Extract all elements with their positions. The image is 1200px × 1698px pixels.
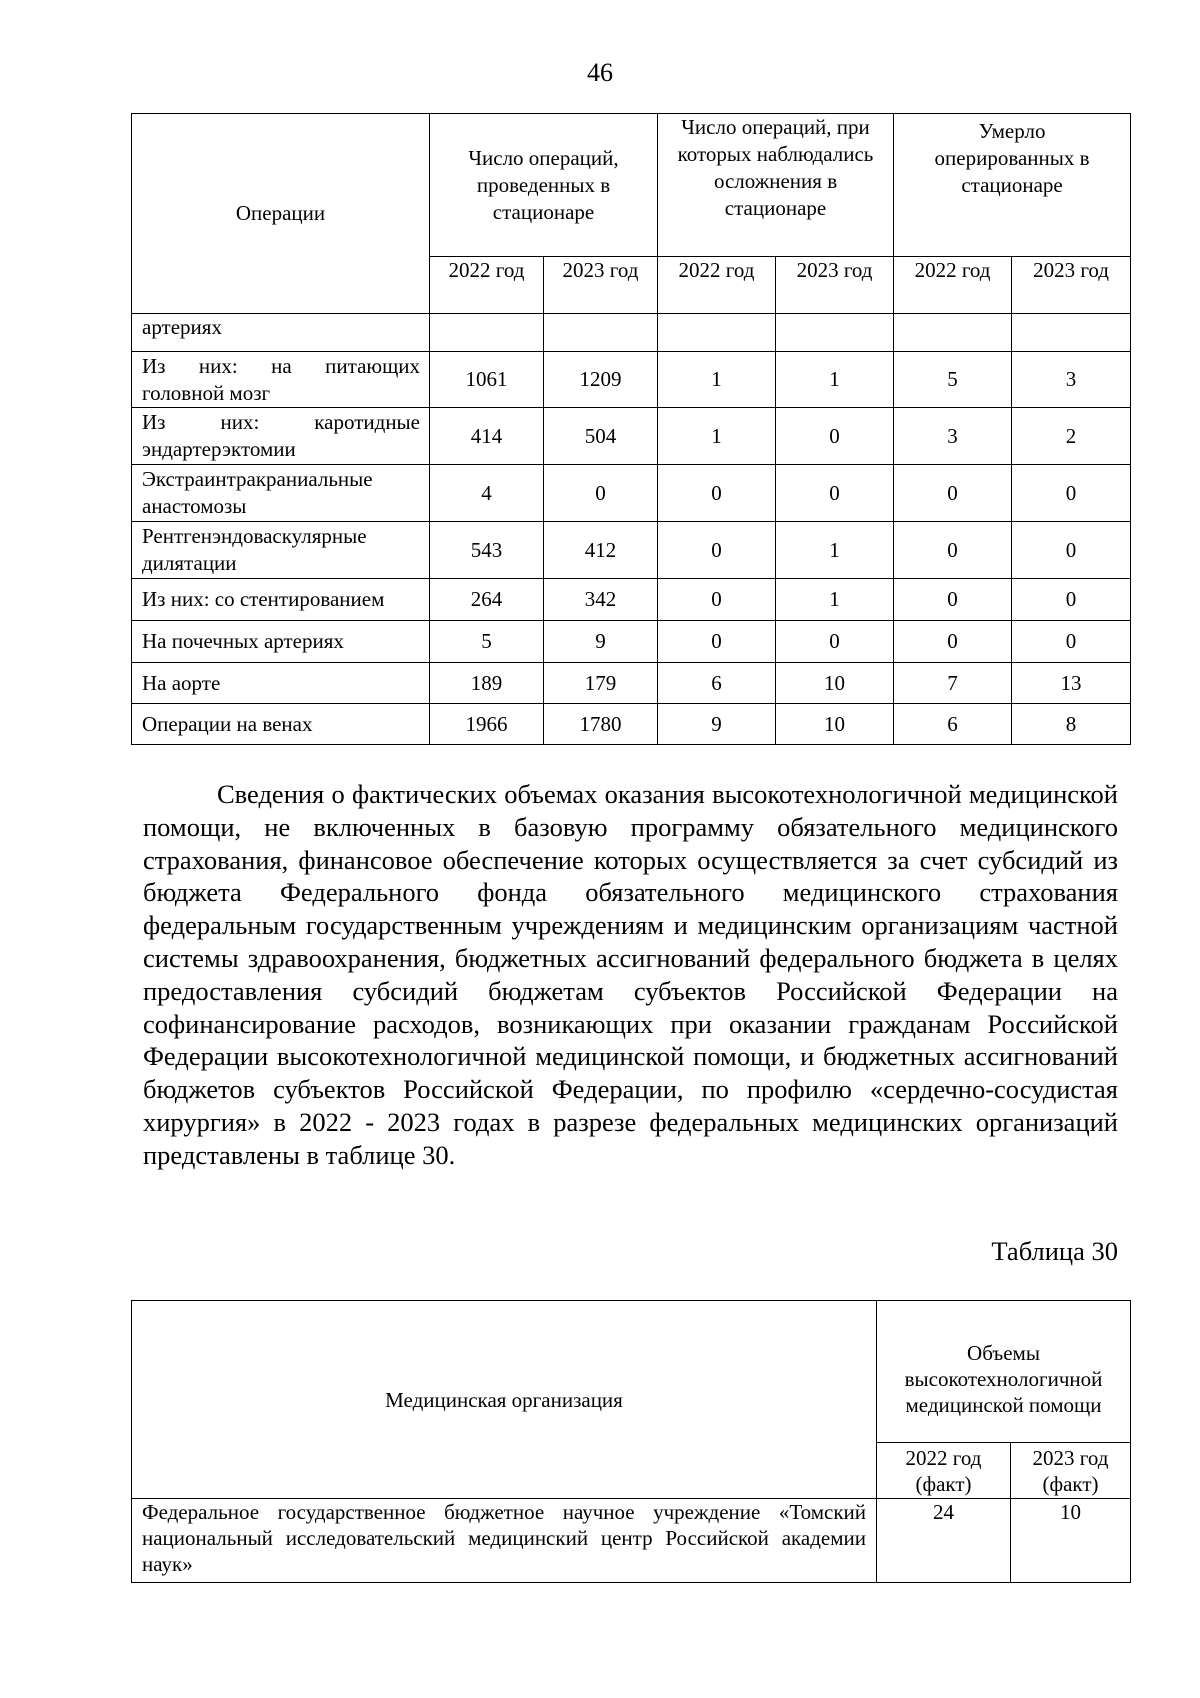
value-cell: 0 bbox=[1012, 465, 1131, 522]
operation-name-line: головной мозг bbox=[142, 380, 271, 405]
operation-name-line: Из них: на питающих bbox=[142, 353, 420, 378]
year-label: 2023 год bbox=[544, 257, 658, 314]
value-cell: 0 bbox=[894, 579, 1012, 621]
value-cell: 414 bbox=[430, 408, 544, 465]
header-count-operations: Число операций, проведенных в стационаре bbox=[430, 114, 658, 257]
value-cell: 0 bbox=[658, 621, 776, 663]
header-year-2023: 2023 год (факт) bbox=[1011, 1443, 1131, 1499]
value-cell: 6 bbox=[894, 704, 1012, 745]
fact-2023-value: 10 bbox=[1011, 1499, 1131, 1583]
value-cell: 0 bbox=[776, 621, 894, 663]
value-cell: 1780 bbox=[544, 704, 658, 745]
table-row bbox=[132, 621, 1131, 663]
header-died: Умерло оперированных в стационаре bbox=[894, 114, 1131, 257]
header-operations: Операции bbox=[132, 114, 430, 314]
value-cell: 0 bbox=[658, 465, 776, 522]
value-cell: 9 bbox=[658, 704, 776, 745]
table-row bbox=[132, 663, 1131, 704]
value-cell: 1 bbox=[658, 408, 776, 465]
year-label: 2022 год bbox=[894, 257, 1012, 314]
value-cell: 412 bbox=[544, 522, 658, 579]
value-cell bbox=[658, 314, 776, 352]
fact-2022-value: 24 bbox=[877, 1499, 1011, 1583]
table-caption: Таблица 30 bbox=[991, 1236, 1118, 1266]
value-cell: 1 bbox=[776, 352, 894, 408]
operation-name: Из них: со стентированием bbox=[132, 579, 430, 621]
header-organization: Медицинская организация bbox=[132, 1301, 877, 1499]
operation-name: Рентгенэндоваскулярные дилятации bbox=[132, 522, 430, 579]
table-row bbox=[132, 314, 1131, 352]
value-cell: 10 bbox=[776, 663, 894, 704]
operation-name: артериях bbox=[132, 314, 430, 352]
value-cell: 1966 bbox=[430, 704, 544, 745]
organization-name: Федеральное государственное бюджетное научное учреждение «Томский национальный исследовательский медицинский центр Российской академии наук» bbox=[132, 1499, 877, 1583]
value-cell: 7 bbox=[894, 663, 1012, 704]
table-row bbox=[132, 522, 1131, 579]
value-cell: 504 bbox=[544, 408, 658, 465]
value-cell: 543 bbox=[430, 522, 544, 579]
value-cell bbox=[1012, 314, 1131, 352]
operation-name: Экстраинтракраниальные анастомозы bbox=[132, 465, 430, 522]
table-row bbox=[132, 1499, 1131, 1583]
value-cell: 0 bbox=[658, 579, 776, 621]
header-year-2022: 2022 год (факт) bbox=[877, 1443, 1011, 1499]
value-cell: 1 bbox=[658, 352, 776, 408]
value-cell: 4 bbox=[430, 465, 544, 522]
table-row bbox=[132, 579, 1131, 621]
vmp-volumes-table bbox=[131, 1300, 1131, 1583]
value-cell: 0 bbox=[894, 522, 1012, 579]
value-cell: 1209 bbox=[544, 352, 658, 408]
page-number: 46 bbox=[587, 58, 613, 87]
body-paragraph: Сведения о фактических объемах оказания высокотехнологичной медицинской помощи, не включенных в базовую программу обязательного медицинского страхования, финансовое обеспечение которых осуществляется за счет субсидий из бюджета Федерального фонда обязательного медицинского страхования федеральным государственным учреждениям и медицинским организациям частной системы здравоохранения, бюджетных ассигнований федерального бюджета в целях предоставления субсидий бюджетам субъектов Российской Федерации на софинансирование расходов, возникающих при оказании гражданам Российской Федерации высокотехнологичной медицинской помощи, и бюджетных ассигнований бюджетов субъектов Российской Федерации, по профилю «сердечно-сосудистая хирургия» в 2022 - 2023 годах в разрезе федеральных медицинских организаций представлены в таблице 30. bbox=[143, 779, 1118, 1170]
operation-name bbox=[132, 408, 430, 465]
value-cell: 0 bbox=[658, 522, 776, 579]
value-cell: 0 bbox=[894, 621, 1012, 663]
operation-name-line: Из них: каротидные bbox=[142, 410, 420, 434]
year-label: 2023 год bbox=[1012, 257, 1131, 314]
value-cell bbox=[544, 314, 658, 352]
value-cell: 5 bbox=[894, 352, 1012, 408]
year-label: 2022 год bbox=[658, 257, 776, 314]
value-cell: 3 bbox=[894, 408, 1012, 465]
value-cell: 264 bbox=[430, 579, 544, 621]
year-label: 2023 год bbox=[776, 257, 894, 314]
value-cell: 10 bbox=[776, 704, 894, 745]
value-cell: 0 bbox=[1012, 621, 1131, 663]
value-cell bbox=[776, 314, 894, 352]
value-cell: 0 bbox=[1012, 522, 1131, 579]
value-cell: 9 bbox=[544, 621, 658, 663]
value-cell: 8 bbox=[1012, 704, 1131, 745]
value-cell bbox=[894, 314, 1012, 352]
operation-name: На почечных артериях bbox=[132, 621, 430, 663]
value-cell: 1 bbox=[776, 579, 894, 621]
value-cell: 179 bbox=[544, 663, 658, 704]
value-cell: 0 bbox=[776, 408, 894, 465]
value-cell: 0 bbox=[544, 465, 658, 522]
header-volumes: Объемы высокотехнологичной медицинской помощи bbox=[877, 1301, 1131, 1443]
value-cell: 1 bbox=[776, 522, 894, 579]
value-cell: 0 bbox=[894, 465, 1012, 522]
value-cell: 13 bbox=[1012, 663, 1131, 704]
operation-name: Операции на венах bbox=[132, 704, 430, 745]
operations-table bbox=[131, 113, 1131, 745]
value-cell: 0 bbox=[776, 465, 894, 522]
operation-name bbox=[132, 352, 430, 408]
operation-name: На аорте bbox=[132, 663, 430, 704]
table-row bbox=[132, 704, 1131, 745]
header-complications: Число операций, при которых наблюдались осложнения в стационаре bbox=[658, 114, 894, 257]
table-row bbox=[132, 352, 1131, 408]
value-cell bbox=[430, 314, 544, 352]
value-cell: 3 bbox=[1012, 352, 1131, 408]
value-cell: 0 bbox=[1012, 579, 1131, 621]
value-cell: 342 bbox=[544, 579, 658, 621]
year-label: 2022 год bbox=[430, 257, 544, 314]
value-cell: 189 bbox=[430, 663, 544, 704]
value-cell: 6 bbox=[658, 663, 776, 704]
value-cell: 5 bbox=[430, 621, 544, 663]
value-cell: 1061 bbox=[430, 352, 544, 408]
table-row bbox=[132, 465, 1131, 522]
table-row bbox=[132, 408, 1131, 465]
operation-name-line: эндартерэктомии bbox=[142, 437, 296, 461]
value-cell: 2 bbox=[1012, 408, 1131, 465]
